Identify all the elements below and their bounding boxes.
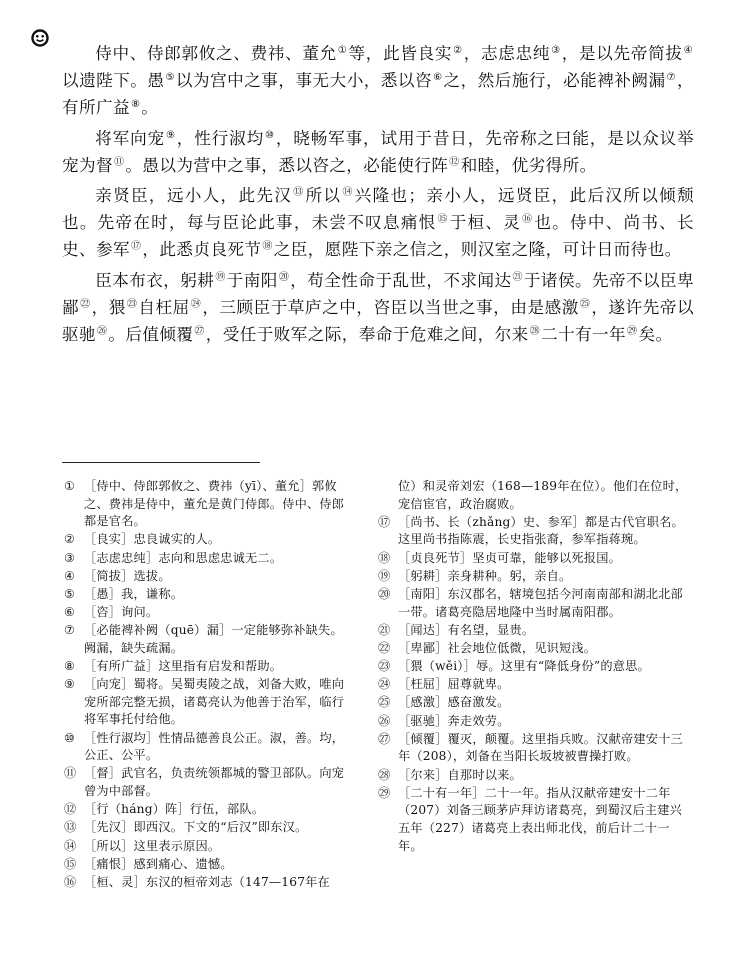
footnote-item	[378, 694, 688, 712]
text-segment: 等，此皆良实	[348, 44, 453, 63]
footnote-item	[64, 730, 354, 765]
footnote-number: ㉑	[378, 622, 391, 637]
footnote-item	[378, 514, 688, 549]
footnote-text: ［躬耕］亲身耕种。躬，亲自。	[398, 568, 572, 583]
footnote-divider	[62, 462, 260, 463]
footnote-number: ㉖	[378, 713, 391, 728]
footnote-text: ［咨］询问。	[84, 605, 159, 620]
footnote-marker: ㉑	[512, 271, 523, 283]
footnote-number: ㉓	[378, 659, 391, 674]
footnote-marker: ⑧	[130, 99, 141, 111]
footnote-marker: ⑲	[215, 271, 226, 283]
text-segment: 二十有一年	[541, 325, 627, 345]
text-segment: 所以	[305, 186, 342, 206]
footnote-marker: ⑪	[113, 156, 125, 168]
footnote-item	[64, 550, 354, 568]
footnote-item	[378, 785, 688, 855]
footnote-text: ［必能裨补阙（quē）漏］一定能够弥补缺失。阙漏，缺失疏漏。	[84, 623, 343, 655]
footnote-item	[378, 713, 688, 731]
footnote-text: ［志虑忠纯］志向和思虑忠诚无二。	[84, 550, 283, 565]
text-segment: 也。侍中、尚书、长史、参军	[62, 213, 695, 260]
footnote-text: ［猥（wěi）］辱。这里有“降低身份”的意思。	[398, 659, 650, 674]
text-segment: 于诸侯。先帝不以臣卑鄙	[62, 270, 695, 317]
footnote-number: ⑳	[378, 586, 391, 601]
footnote-marker: ㉔	[190, 298, 202, 310]
footnote-number: ⑩	[64, 730, 76, 745]
text-segment: ，有所广益	[62, 71, 694, 118]
footnote-number: ⑧	[64, 659, 76, 674]
main-text	[62, 40, 694, 351]
paragraph-2	[62, 125, 694, 179]
footnote-number: ③	[64, 550, 76, 565]
text-segment: 之，然后施行，必能裨补阙漏	[443, 71, 666, 91]
footnote-marker: ⑦	[666, 72, 676, 84]
text-segment: 。愚以为营中之事，悉以咨之，必能使行阵	[125, 155, 449, 175]
footnote-item	[378, 550, 688, 568]
footnote-item	[64, 658, 354, 676]
footnote-marker: ⑤	[165, 72, 175, 84]
paragraph-3	[62, 182, 694, 264]
footnote-item	[64, 604, 354, 622]
footnote-item	[64, 622, 354, 657]
footnote-item	[378, 640, 688, 658]
text-segment: 以遗陛下。愚	[62, 71, 165, 91]
text-segment: 。后值倾覆	[108, 325, 194, 345]
footnote-text: ［尔来］自那时以来。	[398, 767, 522, 782]
text-segment: ，受任于败军之际，奉命于危难之间，尔来	[205, 325, 529, 345]
footnote-number: ㉒	[378, 640, 391, 655]
smiley-face-icon	[30, 28, 50, 48]
text-segment: 兴隆也；亲小人，远贤臣，此后汉所以倾颓也。先帝在时，每与臣论此事，未尝不叹息痛恨	[62, 186, 695, 233]
footnote-number: ⑪	[64, 766, 77, 781]
footnote-marker: ④	[683, 45, 693, 56]
footnote-item	[378, 767, 688, 785]
footnote-text: ［先汉］即西汉。下文的“后汉”即东汉。	[84, 820, 308, 835]
footnote-item	[64, 531, 354, 549]
footnote-text: ［驱驰］奔走效劳。	[398, 713, 510, 728]
footnote-marker: ㉙	[627, 326, 638, 338]
text-segment: 臣本布衣，躬耕	[95, 270, 215, 290]
footnote-item	[64, 568, 354, 586]
footnote-marker: ⑨	[165, 129, 176, 141]
footnotes-left-column	[64, 478, 354, 892]
text-segment: ，性行淑均	[176, 128, 265, 148]
footnote-number: ⑯	[64, 874, 77, 889]
footnote-number: ⑫	[64, 802, 77, 817]
footnote-number: ㉕	[378, 695, 391, 710]
footnote-marker: ㉖	[97, 326, 108, 338]
footnote-number: ⑥	[64, 605, 76, 620]
footnotes-right-column	[378, 478, 688, 856]
footnote-text: ［卑鄙］社会地位低微，见识短浅。	[398, 640, 597, 655]
footnote-item	[64, 586, 354, 604]
footnote-item	[378, 586, 688, 621]
footnote-text: ［桓、灵］东汉的桓帝刘志（147—167年在	[84, 874, 330, 889]
text-segment: 侍中、侍郎郭攸之、费祎、董允	[95, 44, 337, 63]
text-segment: 。	[141, 98, 159, 118]
footnote-text: ［痛恨］感到痛心、遗憾。	[84, 856, 233, 871]
footnote-item	[378, 731, 688, 766]
footnote-item	[64, 838, 354, 856]
footnote-text: ［性行淑均］性情品德善良公正。淑，善。均，公正、公平。	[84, 730, 345, 763]
footnote-number: ⑭	[64, 838, 77, 853]
footnote-marker: ⑫	[449, 156, 460, 168]
footnote-number: ⑲	[378, 568, 391, 583]
footnote-marker: ⑰	[130, 241, 142, 253]
footnote-text: ［南阳］东汉郡名，辖境包括今河南南部和湖北北部一带。诸葛亮隐居地隆中当时属南阳郡。	[398, 586, 683, 619]
footnote-number: ㉙	[378, 785, 391, 800]
text-segment: ，晓畅军事，试用于昔日，先帝称之曰能，是以众议举宠为督	[62, 128, 695, 175]
footnote-number: ⑨	[64, 677, 76, 692]
footnote-number: ⑮	[64, 856, 77, 871]
footnote-item	[378, 676, 688, 694]
footnote-item	[64, 874, 354, 892]
footnote-marker: ㉘	[529, 326, 541, 338]
footnote-text: ［闻达］有名望，显贵。	[398, 622, 535, 637]
footnote-item	[64, 819, 354, 837]
text-segment: 以为宫中之事，事无大小，悉以咨	[175, 71, 433, 91]
footnote-item	[64, 765, 354, 800]
text-segment: ，三顾臣于草庐之中，咨臣以当世之事，由是感激	[202, 297, 579, 317]
footnote-text: ［有所广益］这里指有启发和帮助。	[84, 659, 283, 674]
footnote-marker: ㉕	[579, 298, 591, 310]
text-segment: 自枉屈	[138, 297, 190, 317]
footnote-number: ②	[64, 532, 76, 547]
footnote-marker: ③	[551, 45, 561, 56]
text-segment: 将军向宠	[95, 128, 165, 148]
text-segment: 之臣，愿陛下亲之信之，则汉室之隆，可计日而待也。	[273, 240, 682, 260]
text-segment: 亲贤臣，远小人，此先汉	[95, 186, 293, 206]
text-segment: ，遂许先帝以驱驰	[62, 297, 694, 345]
footnote-text: ［二十有一年］二十一年。指从汉献帝建安十二年（207）刘备三顾茅庐拜访诸葛亮，到蜀汉后主建兴五年（227）诸葛亮上表出师北伐，前后计二十一年。	[398, 785, 682, 853]
footnote-text: ［行（háng）阵］行伍，部队。	[84, 802, 265, 817]
footnote-text: ［所以］这里表示原因。	[84, 838, 221, 853]
text-segment: 于南阳	[226, 270, 278, 290]
footnote-text: ［侍中、侍郎郭攸之、费祎（yī）、董允］郭攸之、费祎是侍中，董允是黄门侍郎。侍中、侍郎都是官名。	[84, 479, 345, 529]
footnote-marker: ⑳	[278, 271, 290, 283]
footnote-text: ［倾覆］覆灭，颠覆。这里指兵败。汉献帝建安十三年（208），刘备在当阳长坂坡被曹操打败。	[398, 731, 683, 764]
footnote-number: ④	[64, 568, 76, 583]
footnote-item	[64, 801, 354, 819]
footnote-continuation	[378, 478, 688, 513]
footnote-text: ［愚］我，谦称。	[84, 586, 184, 601]
footnote-number: ⑰	[378, 514, 391, 529]
text-segment: ，猥	[91, 297, 126, 317]
footnote-marker: ⑯	[522, 214, 534, 226]
footnote-text: ［简拔］选拔。	[84, 568, 171, 583]
footnote-marker: ⑬	[293, 187, 305, 199]
text-segment: ，苟全性命于乱世，不求闻达	[290, 270, 512, 290]
text-segment: ，志虑忠纯	[463, 44, 551, 63]
footnote-number: ①	[64, 479, 76, 493]
footnote-text: ［良实］忠良诚实的人。	[84, 532, 221, 547]
text-segment: 于桓、灵	[449, 213, 522, 233]
footnote-number: ㉔	[378, 677, 391, 692]
footnote-continuation-text: 位）和灵帝刘宏（168—189年在位）。他们在位时，宠信宦官，政治腐败。	[398, 479, 688, 511]
text-segment: 和睦，优劣得所。	[460, 155, 597, 175]
text-segment: ，此悉贞良死节	[142, 240, 262, 260]
footnote-marker: ⑩	[265, 129, 275, 141]
footnote-marker: ⑥	[433, 72, 443, 84]
footnote-number: ㉗	[378, 731, 391, 746]
footnote-number: ㉘	[378, 767, 391, 782]
footnote-item	[378, 658, 688, 676]
text-segment: 矣。	[638, 325, 673, 345]
footnote-text: ［枉屈］屈尊就卑。	[398, 677, 510, 692]
footnote-marker: ⑭	[342, 187, 354, 199]
footnote-text: ［督］武官名，负责统领都城的警卫部队。向宠曾为中部督。	[84, 766, 345, 799]
footnote-marker: ⑮	[437, 214, 449, 226]
footnote-text: ［向宠］蜀将。吴蜀夷陵之战，刘备大败，唯向宠所部完整无损，诸葛亮认为他善于治军，临行将军事托付给他。	[84, 677, 345, 727]
footnote-item	[64, 478, 354, 531]
footnote-text: ［尚书、长（zhǎng）史、参军］都是古代官职名。这里尚书指陈震，长史指张裔，参军指蒋琬。	[398, 514, 684, 547]
footnote-number: ⑱	[378, 550, 391, 565]
footnote-item	[64, 676, 354, 729]
footnote-marker: ⑱	[262, 241, 273, 253]
footnote-marker: ㉓	[126, 298, 138, 310]
footnote-text: ［感激］感奋激发。	[398, 695, 510, 710]
paragraph-4	[62, 267, 694, 349]
footnote-marker: ②	[453, 45, 463, 56]
footnote-item	[378, 568, 688, 586]
footnote-item	[64, 856, 354, 874]
paragraph-1	[62, 40, 694, 122]
footnote-marker: ㉒	[80, 298, 91, 310]
footnote-marker: ①	[337, 45, 348, 56]
footnote-marker: ㉗	[194, 326, 205, 338]
footnote-number: ⑤	[64, 586, 76, 601]
footnote-text: ［贞良死节］坚贞可靠，能够以死报国。	[398, 550, 621, 565]
text-segment: ，是以先帝简拔	[561, 44, 683, 63]
footnote-item	[378, 622, 688, 640]
footnote-number: ⑬	[64, 820, 77, 835]
footnote-number: ⑦	[64, 623, 76, 638]
